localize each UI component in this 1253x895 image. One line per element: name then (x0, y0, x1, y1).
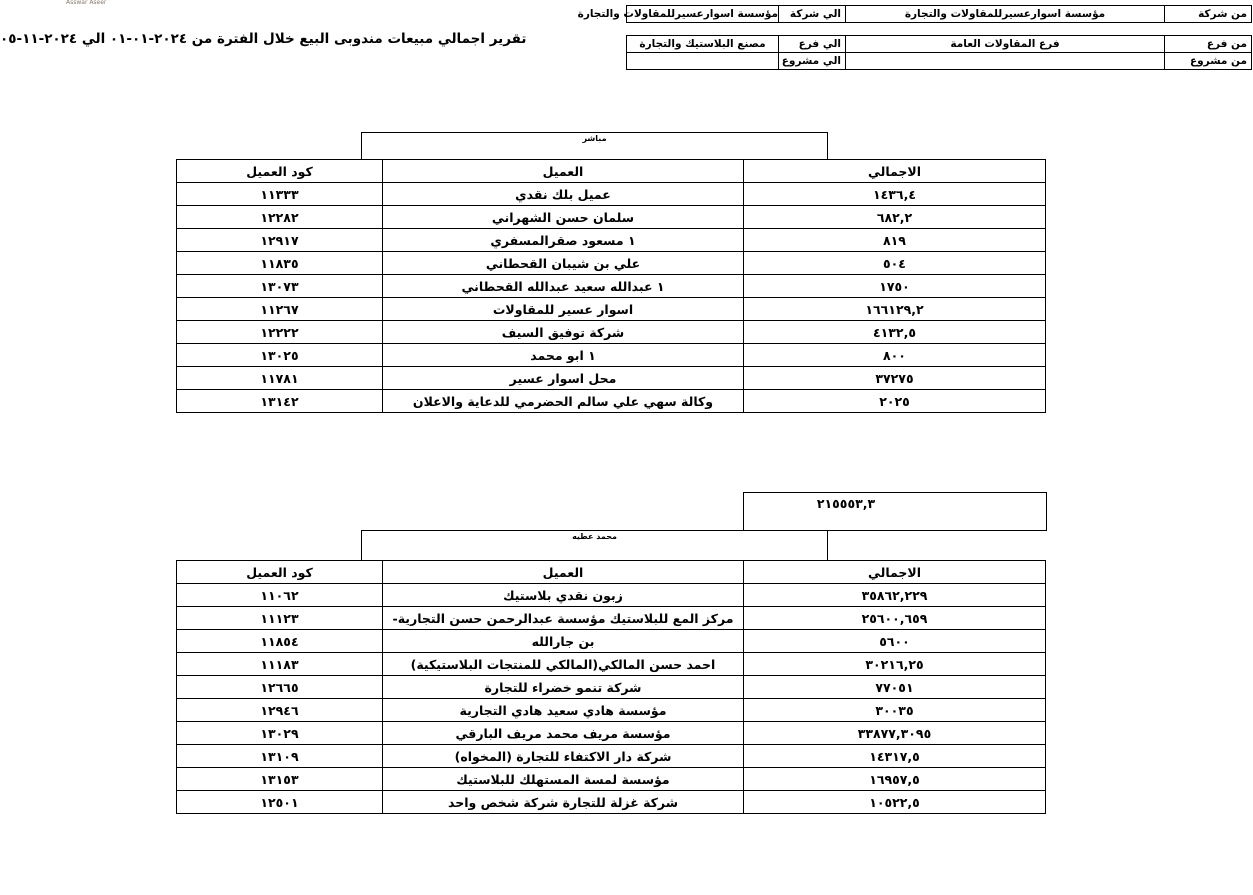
from-company-label: من شركة (1165, 6, 1252, 23)
customer-name-cell: شركة توفيق السيف (383, 321, 744, 344)
customer-code-cell: ١١٧٨١ (177, 367, 383, 390)
customer-code-cell: ١٢٩١٧ (177, 229, 383, 252)
column-header-customer: العميل (383, 561, 744, 584)
table-row (177, 791, 1046, 814)
company-logo-text: Asswar Aseer (66, 0, 107, 6)
customer-total-cell: ١٤٣٦,٤ (744, 183, 1046, 206)
to-project-label: الي مشروع (779, 53, 846, 70)
customer-name-cell: ١ مسعود صقرالمسفري (383, 229, 744, 252)
sales-rep-name: مباشر (361, 132, 828, 160)
customer-name-cell: اسوار عسير للمقاولات (383, 298, 744, 321)
filter-criteria-table (577, 5, 1252, 70)
from-project-value (846, 53, 1165, 70)
sales-rep-table (176, 560, 1046, 814)
to-company-value: مؤسسة اسوارعسيرللمقاولات والتجارة (627, 6, 779, 23)
column-header-total: الاجمالي (744, 561, 1046, 584)
customer-total-cell: ٦٨٢,٢ (744, 206, 1046, 229)
customer-name-cell: محل اسوار عسير (383, 367, 744, 390)
customer-code-cell: ١٣١٤٢ (177, 390, 383, 413)
table-row (177, 275, 1046, 298)
customer-code-cell: ١١١٢٣ (177, 607, 383, 630)
customer-code-cell: ١٢٥٠١ (177, 791, 383, 814)
customer-code-cell: ١٢٦٦٥ (177, 676, 383, 699)
table-row (177, 390, 1046, 413)
customer-name-cell: بن جارالله (383, 630, 744, 653)
customer-code-cell: ١٣٠٢٩ (177, 722, 383, 745)
table-row (177, 630, 1046, 653)
group-total-cell (743, 492, 1047, 531)
from-branch-value: فرع المقاولات العامة (846, 36, 1165, 53)
to-branch-value: مصنع البلاستيك والتجارة (627, 36, 779, 53)
customer-total-cell: ٢٥٦٠٠,٦٥٩ (744, 607, 1046, 630)
customer-code-cell: ١٣١٥٣ (177, 768, 383, 791)
customer-total-cell: ٨٠٠ (744, 344, 1046, 367)
customer-total-cell: ٨١٩ (744, 229, 1046, 252)
customer-code-cell: ١٢٢٢٢ (177, 321, 383, 344)
table-row (177, 321, 1046, 344)
to-project-value (627, 53, 779, 70)
group-total-value: ٢١٥٥٥٣,٣ (816, 496, 876, 511)
table-row (177, 676, 1046, 699)
customer-name-cell: عميل بلك نقدي (383, 183, 744, 206)
customer-name-cell: سلمان حسن الشهراني (383, 206, 744, 229)
customer-total-cell: ٧٧٠٥١ (744, 676, 1046, 699)
from-project-label: من مشروع (1165, 53, 1252, 70)
customer-total-cell: ٣٥٨٦٢,٢٢٩ (744, 584, 1046, 607)
customer-code-cell: ١١٨٣٥ (177, 252, 383, 275)
table-row (177, 768, 1046, 791)
customer-total-cell: ٣٣٨٧٧,٣٠٩٥ (744, 722, 1046, 745)
table-row (177, 653, 1046, 676)
customer-total-cell: ٣٠٢١٦,٢٥ (744, 653, 1046, 676)
customer-code-cell: ١١٠٦٢ (177, 584, 383, 607)
customer-name-cell: ١ عبدالله سعيد عبدالله القحطاني (383, 275, 744, 298)
sales-rep-table (176, 159, 1046, 413)
table-row (177, 298, 1046, 321)
customer-name-cell: علي بن شيبان القحطاني (383, 252, 744, 275)
table-row (177, 584, 1046, 607)
from-branch-label: من فرع (1165, 36, 1252, 53)
customer-code-cell: ١٢٩٤٦ (177, 699, 383, 722)
customer-name-cell: مؤسسة مريف محمد مريف البارقي (383, 722, 744, 745)
customer-name-cell: ١ ابو محمد (383, 344, 744, 367)
customer-name-cell: شركة تنمو خضراء للتجارة (383, 676, 744, 699)
to-company-label: الي شركة (779, 6, 846, 23)
table-row (177, 722, 1046, 745)
customer-code-cell: ١١٢٦٧ (177, 298, 383, 321)
sales-rep-name: محمد عطيه (361, 530, 828, 561)
customer-total-cell: ٥٦٠٠ (744, 630, 1046, 653)
customer-code-cell: ١٣٠٧٣ (177, 275, 383, 298)
customer-total-cell: ١٦٦١٢٩,٢ (744, 298, 1046, 321)
to-branch-label: الي فرع (779, 36, 846, 53)
column-header-total: الاجمالي (744, 160, 1046, 183)
table-row (177, 252, 1046, 275)
customer-total-cell: ١٠٥٢٢,٥ (744, 791, 1046, 814)
customer-total-cell: ١٧٥٠ (744, 275, 1046, 298)
report-title: تقرير اجمالي مبيعات مندوبى البيع خلال الفترة من ٢٠٢٤-٠١-٠١ الي ٢٠٢٤-١١-٠٥ (0, 31, 527, 47)
customer-name-cell: شركة غزلة للتجارة شركة شخص واحد (383, 791, 744, 814)
customer-code-cell: ١١٨٥٤ (177, 630, 383, 653)
customer-total-cell: ١٦٩٥٧,٥ (744, 768, 1046, 791)
customer-total-cell: ١٤٣١٧,٥ (744, 745, 1046, 768)
table-row (177, 344, 1046, 367)
customer-name-cell: وكالة سهي علي سالم الحضرمي للدعاية والاعلان (383, 390, 744, 413)
customer-name-cell: احمد حسن المالكي(المالكي للمنتجات البلاستيكية) (383, 653, 744, 676)
table-row (177, 607, 1046, 630)
table-row (177, 229, 1046, 252)
customer-code-cell: ١١١٨٣ (177, 653, 383, 676)
table-row (177, 367, 1046, 390)
customer-name-cell: مؤسسة هادي سعيد هادي التجارية (383, 699, 744, 722)
from-company-value: مؤسسة اسوارعسيرللمقاولات والتجارة (846, 6, 1165, 23)
column-header-code: كود العميل (177, 160, 383, 183)
table-row (177, 206, 1046, 229)
customer-total-cell: ٣٧٢٧٥ (744, 367, 1046, 390)
customer-total-cell: ٢٠٢٥ (744, 390, 1046, 413)
customer-name-cell: زبون نقدي بلاستيك (383, 584, 744, 607)
customer-name-cell: شركة دار الاكتفاء للتجارة (المخواه) (383, 745, 744, 768)
customer-code-cell: ١٣١٠٩ (177, 745, 383, 768)
customer-name-cell: مركز المع للبلاستيك مؤسسة عبدالرحمن حسن التجارية- (383, 607, 744, 630)
customer-code-cell: ١٣٠٢٥ (177, 344, 383, 367)
table-row (177, 183, 1046, 206)
customer-code-cell: ١١٣٣٣ (177, 183, 383, 206)
customer-name-cell: مؤسسة لمسة المستهلك للبلاستيك (383, 768, 744, 791)
table-row (177, 699, 1046, 722)
customer-total-cell: ٤١٣٢,٥ (744, 321, 1046, 344)
table-row (177, 745, 1046, 768)
customer-total-cell: ٥٠٤ (744, 252, 1046, 275)
column-header-code: كود العميل (177, 561, 383, 584)
customer-code-cell: ١٢٢٨٢ (177, 206, 383, 229)
column-header-customer: العميل (383, 160, 744, 183)
customer-total-cell: ٣٠٠٣٥ (744, 699, 1046, 722)
